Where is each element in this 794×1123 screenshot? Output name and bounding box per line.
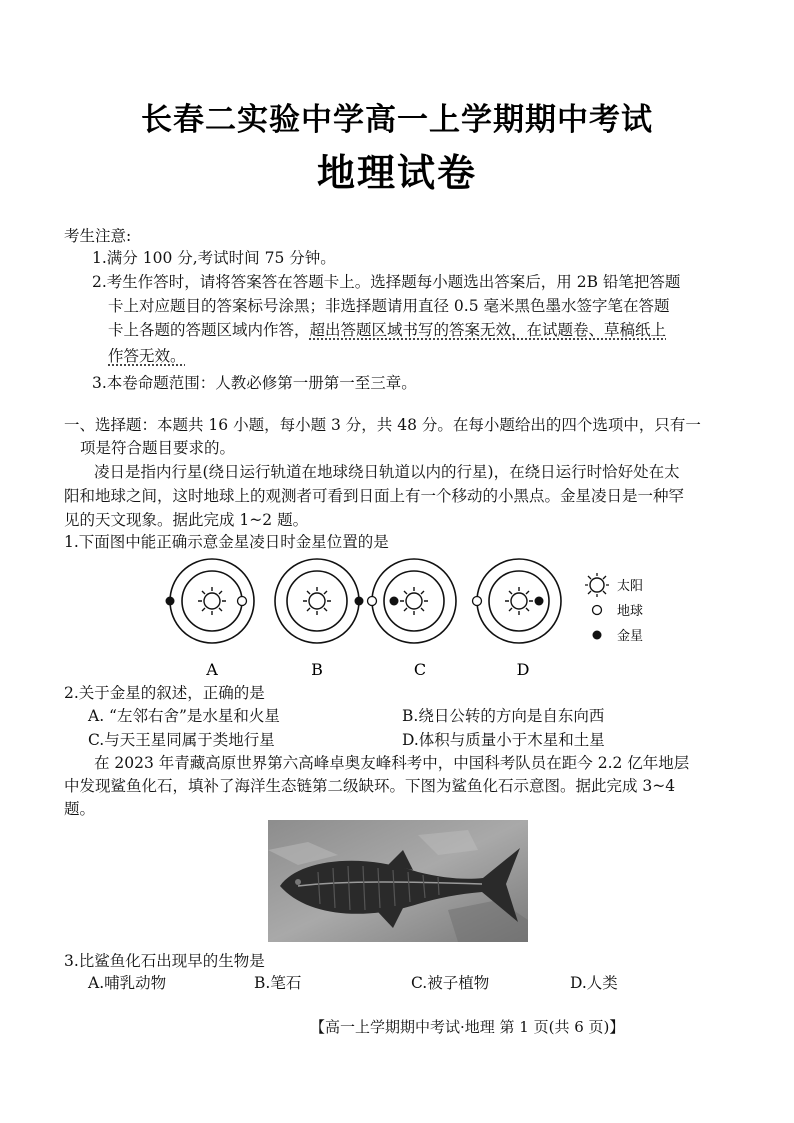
legend bbox=[585, 573, 643, 644]
option-label-b: B bbox=[311, 660, 323, 679]
notice-heading: 考生注意: bbox=[64, 227, 132, 245]
option-label-c: C bbox=[413, 660, 427, 679]
notice-item-2-line-1: 2.考生作答时，请将答案答在答题卡上。选择题每小题选出答案后，用 2B 铅笔把答题 bbox=[92, 273, 681, 291]
diagram-option-c bbox=[368, 559, 457, 643]
q3-option-a: A.哺乳动物 bbox=[88, 974, 167, 992]
sun-icon bbox=[303, 587, 331, 615]
legend-earth-label: 地球 bbox=[617, 604, 644, 619]
venus-icon bbox=[166, 597, 175, 606]
q3-option-d: D.人类 bbox=[570, 974, 618, 992]
passage2-line-1: 在 2023 年青藏高原世界第六高峰卓奥友峰科考中，中国科考队员在距今 2.2 亿年地层 bbox=[94, 754, 690, 772]
notice-item-2-line-3 bbox=[108, 320, 666, 340]
venus-transit-diagram bbox=[160, 553, 660, 683]
q2-option-c: C.与天王星同属于类地行星 bbox=[88, 731, 275, 749]
shark-fossil-image bbox=[268, 820, 528, 942]
legend-sun-label: 太阳 bbox=[617, 579, 644, 594]
venus-icon bbox=[390, 597, 399, 606]
venus-icon bbox=[535, 597, 544, 606]
exam-title: 长春二实验中学高一上学期期中考试 bbox=[141, 102, 653, 138]
legend-sun-icon bbox=[585, 573, 609, 597]
passage2-line-3: 题。 bbox=[64, 800, 96, 818]
q1-stem: 1.下面图中能正确示意金星凌日时金星位置的是 bbox=[64, 533, 389, 551]
option-label-a: A bbox=[206, 660, 218, 679]
notice-item-2-line-2: 卡上对应题目的答案标号涂黑；非选择题请用直径 0.5 毫米黑色墨水签字笔在答题 bbox=[108, 297, 670, 315]
section-intro-line-2: 项是符合题目要求的。 bbox=[80, 439, 236, 457]
q3-option-b: B.笔石 bbox=[254, 974, 302, 992]
earth-icon bbox=[473, 597, 482, 606]
q3-stem: 3.比鲨鱼化石出现早的生物是 bbox=[64, 952, 265, 970]
passage2-line-2: 中发现鲨鱼化石，填补了海洋生态链第二级缺环。下图为鲨鱼化石示意图。据此完成 3~4 bbox=[64, 777, 676, 795]
earth-icon bbox=[368, 597, 377, 606]
legend-venus-icon bbox=[593, 631, 602, 640]
sun-icon bbox=[400, 587, 428, 615]
notice-item-2-line-3b: 超出答题区域书写的答案无效，在试题卷、草稿纸上 bbox=[309, 321, 667, 339]
legend-venus-label: 金星 bbox=[617, 629, 644, 644]
passage-line-2: 阳和地球之间，这时地球上的观测者可看到日面上有一个移动的小黑点。金星凌日是一种罕 bbox=[64, 487, 685, 505]
sun-icon bbox=[505, 587, 533, 615]
venus-icon bbox=[355, 597, 364, 606]
diagram-option-d bbox=[473, 559, 562, 643]
page-footer: 【高一上学期期中考试·地理 第 1 页(共 6 页)】 bbox=[310, 1018, 625, 1036]
earth-icon bbox=[238, 597, 247, 606]
q2-option-b: B.绕日公转的方向是自东向西 bbox=[402, 707, 605, 725]
diagram-option-b bbox=[275, 559, 364, 643]
option-label-d: D bbox=[516, 660, 530, 679]
passage-line-3: 见的天文现象。据此完成 1~2 题。 bbox=[64, 511, 309, 529]
exam-subtitle: 地理试卷 bbox=[316, 151, 477, 195]
passage-line-1: 凌日是指内行星(绕日运行轨道在地球绕日轨道以内的行星)，在绕日运行时恰好处在太 bbox=[94, 463, 680, 481]
notice-item-2-line-3a: 卡上各题的答题区域内作答， bbox=[108, 321, 310, 339]
notice-item-3: 3.本卷命题范围：人教必修第一册第一至三章。 bbox=[92, 374, 417, 392]
q3-option-c: C.被子植物 bbox=[411, 974, 490, 992]
notice-item-2-line-4: 作答无效。 bbox=[108, 347, 186, 365]
legend-earth-icon bbox=[593, 606, 602, 615]
q2-stem: 2.关于金星的叙述，正确的是 bbox=[64, 684, 265, 702]
section-intro-line-1: 一、选择题：本题共 16 小题，每小题 3 分，共 48 分。在每小题给出的四个选项中，只有一 bbox=[64, 416, 701, 434]
diagram-option-a bbox=[166, 559, 255, 643]
q2-option-d: D.体积与质量小于木星和土星 bbox=[402, 731, 605, 749]
q2-option-a: A. “左邻右舍”是水星和火星 bbox=[88, 707, 280, 725]
sun-icon bbox=[198, 587, 226, 615]
notice-item-1: 1.满分 100 分,考试时间 75 分钟。 bbox=[92, 249, 336, 267]
